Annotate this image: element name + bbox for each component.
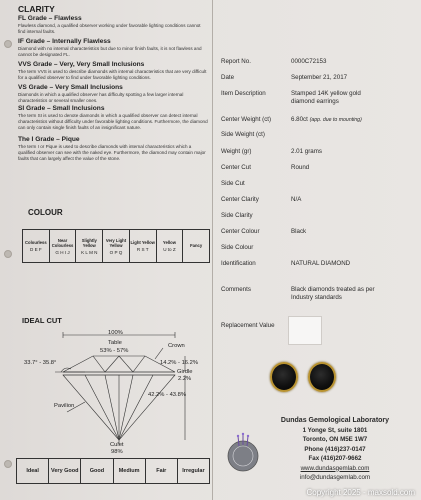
table-range-label: 53% - 57% — [100, 348, 129, 354]
colour-cell — [23, 230, 50, 262]
side-weight-label: Side Weight (ct) — [221, 131, 265, 138]
clarity-heading: CLARITY — [18, 4, 55, 14]
lab-name: Dundas Gemological Laboratory — [280, 417, 390, 424]
grade-title: VS Grade – Very Small Inclusions — [18, 84, 123, 91]
girdle-label: Girdle — [177, 369, 193, 375]
colour-cell — [157, 230, 184, 262]
grade-description: Flawless diamond, a qualified observer working under favorable lighting conditions cannot find internal faults. — [18, 23, 201, 34]
crown-outline — [63, 356, 175, 372]
punch-hole — [4, 250, 12, 258]
lab-website-link[interactable]: www.dundasgemlab.com — [300, 464, 370, 472]
colour-grades: O P Q — [109, 249, 123, 255]
weight-grams-value: 2.01 grams — [291, 148, 322, 155]
side-colour-label: Side Colour — [221, 244, 254, 251]
colour-cell — [103, 230, 130, 262]
table-label: Table — [108, 340, 122, 346]
center-weight-label: Center Weight (ct) — [221, 116, 272, 123]
comments-label: Comments — [221, 286, 251, 293]
colour-cell — [130, 230, 157, 262]
crown-label: Crown — [168, 343, 185, 349]
clarity-grade-vs — [18, 84, 208, 104]
report-number-value: 0000C72153 — [291, 58, 327, 65]
colour-heading: COLOUR — [28, 208, 63, 217]
pavilion-label: Pavilion — [54, 403, 75, 409]
date-value: September 21, 2017 — [291, 74, 348, 81]
pavilion-depth-label: 42.2% - 43.8% — [148, 392, 187, 398]
cut-grade-cell: Very Good — [49, 459, 81, 483]
center-colour-value: Black — [291, 228, 307, 235]
grade-description: The term I or Pique is used to describe diamonds with internal characteristics which a qualified observer can see with the naked eye. Furthermore, the diamond may contain major faults that can largely affect the value of the stone. — [18, 144, 206, 161]
cut-grade-table — [16, 458, 210, 484]
girdle-value-label: 2.2% — [178, 376, 192, 382]
colour-label: Colourless — [25, 240, 47, 245]
colour-grades: K L M N — [81, 249, 98, 255]
clarity-grade-vvs — [18, 61, 208, 81]
colour-cell — [183, 230, 209, 262]
grade-title: IF Grade – Internally Flawless — [18, 38, 111, 45]
cut-grade-cell: Medium — [114, 459, 146, 483]
center-weight-amount: 6.80ct — [291, 116, 308, 123]
column-divider — [212, 0, 213, 500]
crown-angle-label: 33.7° - 35.8° — [24, 360, 57, 366]
colour-label: Yellow — [162, 240, 176, 245]
center-weight-note: (app. due to mounting) — [309, 117, 362, 123]
lab-fax: Fax (416)207-9662 — [308, 455, 362, 462]
clarity-grade-pique — [18, 136, 208, 162]
black-diamond-earring-left — [270, 362, 298, 392]
grade-title: VVS Grade – Very, Very Small Inclusions — [18, 61, 145, 68]
lab-email-link[interactable]: info@dundasgemlab.com — [299, 474, 371, 481]
ideal-cut-heading: IDEAL CUT — [22, 316, 62, 325]
clarity-grade-fl — [18, 15, 208, 35]
cut-grade-cell: Fair — [146, 459, 178, 483]
center-colour-label: Center Colour — [221, 228, 260, 235]
colour-label: Very Light Yellow — [105, 237, 127, 248]
crown-height-label: 14.2% - 16.2% — [160, 360, 199, 366]
weight-grams-label: Weight (gr) — [221, 148, 252, 155]
culet-label: Culet — [110, 442, 124, 448]
colour-scale-table — [22, 229, 210, 263]
colour-label: Near Colourless — [51, 237, 74, 248]
item-description-label: Item Description — [221, 90, 266, 97]
comments-value: Black diamonds treated as per Industry standards — [291, 286, 375, 301]
punch-hole — [4, 460, 12, 468]
replacement-value-label: Replacement Value — [221, 322, 275, 329]
colour-label: Light Yellow — [130, 240, 155, 245]
lab-info — [250, 416, 420, 483]
culet-value-label: 98% — [111, 449, 123, 455]
colour-label: Fancy — [190, 242, 203, 248]
colour-grades: U to Z — [163, 247, 176, 252]
center-cut-label: Center Cut — [221, 164, 251, 171]
grade-description: The term VVS is used to describe diamonds with internal characteristics that are very difficult for a qualified observer to find under favorable lighting conditions. — [18, 69, 207, 80]
copyright-watermark: Copyright 2025 - maxsold.com — [306, 488, 415, 497]
cut-grade-cell: Ideal — [17, 459, 49, 483]
colour-grades: D E F — [29, 247, 42, 252]
grade-description: Diamonds in which a qualified observer has difficulty spotting a few larger internal characteristics or several smaller ones. — [18, 92, 184, 103]
grade-title: The I Grade – Pique — [18, 136, 80, 143]
colour-grades: G H I J — [55, 249, 70, 255]
replacement-value-box — [288, 316, 322, 345]
black-diamond-earring-right — [308, 362, 336, 392]
cut-grade-cell: Good — [81, 459, 113, 483]
colour-label: Slightly Yellow — [81, 237, 97, 248]
identification-label: Identification — [221, 260, 256, 267]
colour-grades: R S T — [136, 247, 149, 252]
colour-cell — [76, 230, 103, 262]
center-clarity-label: Center Clarity — [221, 196, 259, 203]
side-clarity-label: Side Clarity — [221, 212, 253, 219]
grade-description: The term SI is used to denote diamonds in which a qualified observer can detect internal characteristics without difficulty under favorable lighting conditions. Furthermore, the diamond can only contain single finish faults of an insignificant nature. — [18, 113, 208, 130]
lab-phone: Phone (416)237-0147 — [304, 445, 366, 453]
cut-grade-cell: Irregular — [182, 468, 205, 474]
grade-description: Diamond with no internal characteristics but due to minor finish faults, it is not flawless and cannot be designated FL. — [18, 46, 202, 57]
clarity-grade-if — [18, 38, 208, 58]
width-label: 100% — [108, 330, 123, 336]
item-description-value: Stamped 14K yellow gold diamond earrings — [291, 90, 361, 105]
punch-hole — [4, 40, 12, 48]
center-clarity-value: N/A — [291, 196, 302, 203]
colour-cell — [50, 230, 77, 262]
side-cut-label: Side Cut — [221, 180, 245, 187]
identification-value: NATURAL DIAMOND — [291, 260, 351, 267]
grade-title: FL Grade – Flawless — [18, 15, 82, 22]
grade-title: SI Grade – Small Inclusions — [18, 105, 105, 112]
clarity-grade-si — [18, 105, 208, 131]
center-weight-value — [291, 116, 406, 124]
center-cut-value: Round — [291, 164, 310, 171]
date-label: Date — [221, 74, 235, 81]
lab-address-line1: 1 Yonge St, suite 1801 — [302, 426, 368, 434]
lab-address-line2: Toronto, ON M5E 1W7 — [302, 436, 368, 443]
report-number-label: Report No. — [221, 58, 251, 65]
